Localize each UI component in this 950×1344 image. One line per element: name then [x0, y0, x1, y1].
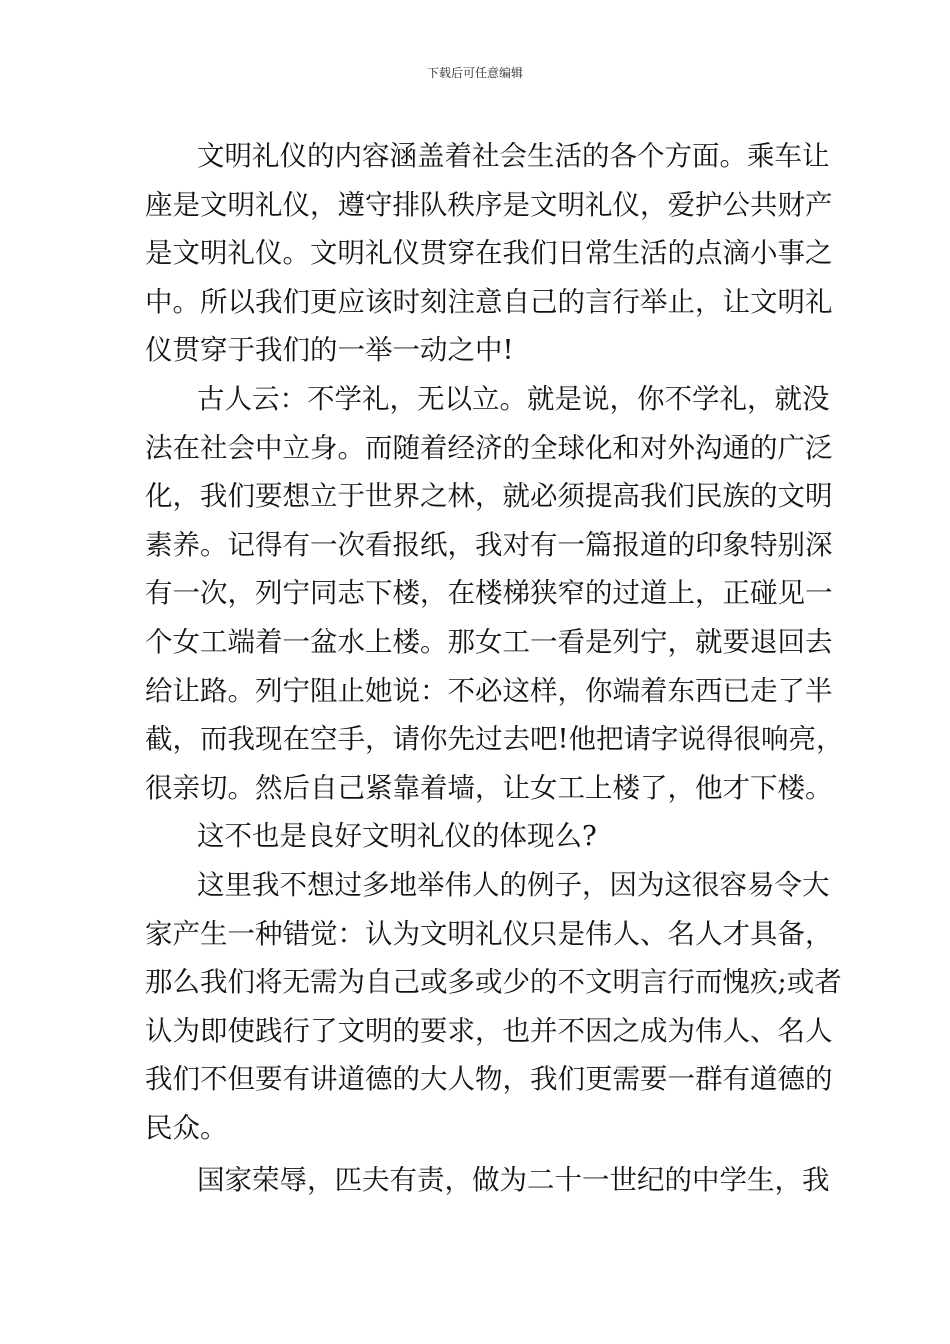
- paragraph-line: 古人云：不学礼，无以立。就是说，你不学礼，就没: [197, 382, 830, 415]
- paragraph-line: 是文明礼仪。文明礼仪贯穿在我们日常生活的点滴小事之: [145, 237, 833, 270]
- paragraph-line: 有一次，列宁同志下楼，在楼梯狭窄的过道上，正碰见一: [145, 577, 833, 610]
- paragraph-line: 民众。: [145, 1111, 228, 1144]
- paragraph-line: 这不也是良好文明礼仪的体现么?: [197, 820, 597, 853]
- paragraph-line: 国家荣辱，匹夫有责，做为二十一世纪的中学生，我: [197, 1164, 830, 1197]
- paragraph-line: 化，我们要想立于世界之林，就必须提高我们民族的文明: [145, 480, 833, 513]
- paragraph-line: 中。所以我们更应该时刻注意自己的言行举止，让文明礼: [145, 285, 833, 318]
- paragraph-line: 法在社会中立身。而随着经济的全球化和对外沟通的广泛: [145, 431, 833, 464]
- page-header: 下载后可任意编辑: [426, 66, 523, 80]
- paragraph-line: 给让路。列宁阻止她说：不必这样，你端着东西已走了半: [145, 674, 833, 707]
- paragraph-line: 文明礼仪的内容涵盖着社会生活的各个方面。乘车让: [197, 140, 830, 172]
- paragraph-line: 家产生一种错觉：认为文明礼仪只是伟人、名人才具备，: [145, 917, 833, 950]
- paragraph-line: 很亲切。然后自己紧靠着墙，让女工上楼了，他才下楼。: [145, 771, 833, 804]
- paragraph-line: 截，而我现在空手，请你先过去吧!他把请字说得很响亮，: [145, 723, 844, 756]
- paragraph-line: 我们不但要有讲道德的大人物，我们更需要一群有道德的: [145, 1063, 833, 1096]
- paragraph-line: 认为即使践行了文明的要求，也并不因之成为伟人、名人: [145, 1014, 833, 1047]
- paragraph-line: 那么我们将无需为自己或多或少的不文明言行而愧疚;或者: [145, 966, 842, 999]
- paragraph-line: 素养。记得有一次看报纸，我对有一篇报道的印象特别深: [145, 528, 833, 561]
- paragraph-line: 仪贯穿于我们的一举一动之中!: [145, 334, 514, 367]
- paragraph-line: 座是文明礼仪，遵守排队秩序是文明礼仪，爱护公共财产: [145, 188, 833, 221]
- paragraph-line: 个女工端着一盆水上楼。那女工一看是列宁，就要退回去: [145, 625, 833, 658]
- paragraph-line: 这里我不想过多地举伟人的例子，因为这很容易令大: [197, 868, 830, 901]
- document-body: [145, 132, 844, 1205]
